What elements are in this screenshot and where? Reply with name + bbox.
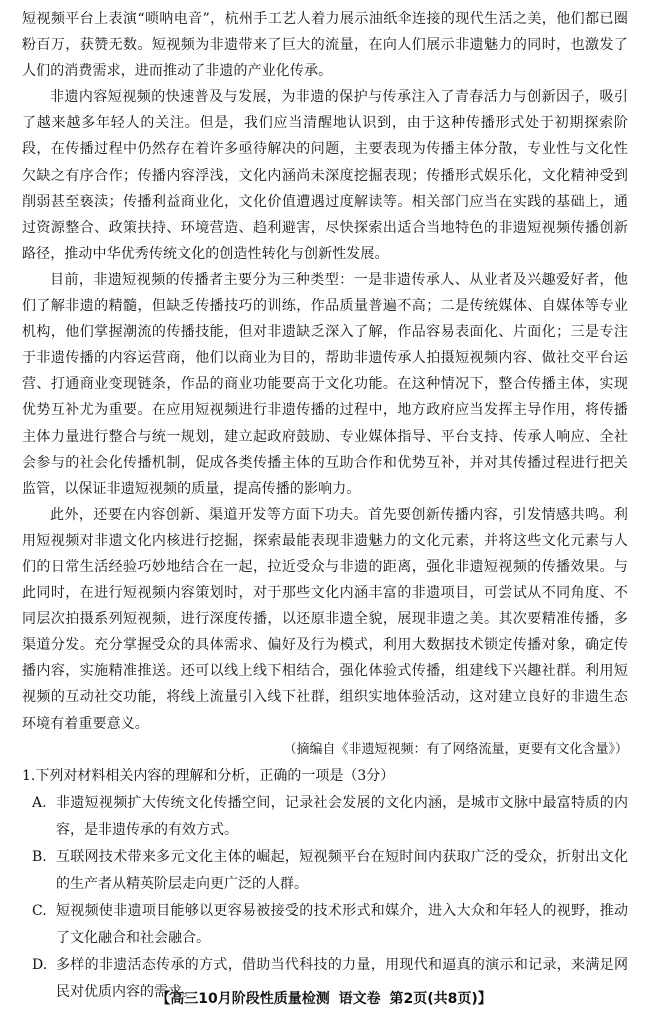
- article-paragraph: 此外，还要在内容创新、渠道开发等方面下功夫。首先要创新传播内容，引发情感共鸣。利用短视频对非遗文化内核进行挖掘，探索最能表现非遗魅力的文化元素，并将这些文化元素与人们的日常生活经验巧妙地结合在一起，拉近受众与非遗的距离，强化非遗短视频的传播效果。与此同时，在进行短视频内容策划时，对于那些文化内涵丰富的非遗项目，可尝试从不同角度、不同层次拍摄系列短视频，进行深度传播，以还原非遗全貌，展现非遗之美。其次要精准传播，多渠道分发。充分掌握受众的具体需求、偏好及行为模式，利用大数据技术锁定传播对象，确定传播内容，实施精准推送。还可以线上线下相结合，强化体验式传播，组建线下兴趣社群。利用短视频的互动社交功能，将线上流量引入线下社群，组织实地体验活动，这对建立良好的非遗生态环境有着重要意义。: [22, 506, 628, 732]
- exam-page: [22, 6, 628, 1006]
- article-paragraph: 短视频平台上表演“唢呐电音”，杭州手工艺人着力展示油纸伞连接的现代生活之美，他们都已圈粉百万，获赞无数。短视频为非遗带来了巨大的流量，在向人们展示非遗魅力的同时，也激发了人们的消费需求，进而推动了非遗的产业化传承。: [22, 11, 628, 80]
- option-key: B.: [32, 848, 47, 865]
- option-b: [22, 844, 628, 898]
- option-key: D.: [32, 956, 48, 973]
- article-paragraph: 非遗内容短视频的快速普及与发展，为非遗的保护与传承注入了青春活力与创新因子，吸引了越来越多年轻人的关注。但是，我们应当清醒地认识到，由于这种传播形式处于初期探索阶段，在传播过程中仍然存在着许多亟待解决的问题，主要表现为传播主体分散，专业性与文化性欠缺之有序合作；传播内容浮浅，文化内涵尚未深度挖掘表现；传播形式娱乐化，文化精神受到削弱甚至亵渎；传播利益商业化，文化价值遭遇过度解读等。相关部门应当在实践的基础上，通过资源整合、政策扶持、环境营造、趋利避害，尽快探索出适合当地特色的非遗短视频传播创新路径，推动中华优秀传统文化的创造性转化与创新性发展。: [22, 89, 628, 262]
- question-stem: 1.下列对材料相关内容的理解和分析，正确的一项是（3分）: [22, 767, 395, 784]
- footer-exam-title: 【高三10月阶段性质量检测: [156, 991, 330, 1007]
- footer-subject: 语文卷: [338, 991, 381, 1007]
- footer-page-number: 第2页(共8页)】: [389, 991, 492, 1007]
- option-text: 非遗短视频扩大传统文化传播空间，记录社会发展的文化内涵，是城市文脉中最富特质的内容，是非遗传承的有效方式。: [56, 794, 628, 838]
- option-a: [22, 790, 628, 844]
- option-text: 多样的非遗活态传承的方式，借助当代科技的力量，用现代和逼真的演示和记录，来满足网民对优质内容的需求。: [56, 956, 628, 1000]
- page-footer: [0, 988, 648, 1008]
- article-paragraph: 目前，非遗短视频的传播者主要分为三种类型：一是非遗传承人、从业者及兴趣爱好者，他们了解非遗的精髓，但缺乏传播技巧的训练，作品质量普遍不高；二是传统媒体、自媒体等专业机构，他们掌握潮流的传播技能，但对非遗缺乏深入了解，作品容易表面化、片面化；三是专注于非遗传播的内容运营商，他们以商业为目的，帮助非遗传承人拍摄短视频内容、做社交平台运营、打通商业变现链条，作品的商业功能要高于文化功能。在这种情况下，整合传播主体，实现优势互补尤为重要。在应用短视频进行非遗传播的过程中，地方政府应当发挥主导作用，将传播主体力量进行整合与统一规划，建立起政府鼓励、专业媒体指导、平台支持、传承人响应、全社会参与的社会化传播机制，促成各类传播主体的互助合作和优势互补，并对其传播过程进行把关监管，以保证非遗短视频的质量，提高传播的影响力。: [22, 271, 628, 497]
- option-c: [22, 898, 628, 952]
- option-key: C.: [32, 902, 47, 919]
- article-source: （摘编自《非遗短视频：有了网络流量，更要有文化含量》）: [283, 741, 628, 757]
- option-key: A.: [32, 794, 47, 811]
- article-body: [22, 6, 628, 737]
- option-text: 互联网技术带来多元文化主体的崛起，短视频平台在短时间内获取广泛的受众，折射出文化的生产者从精英阶层走向更广泛的人群。: [56, 848, 628, 892]
- option-text: 短视频使非遗项目能够以更容易被接受的技术形式和媒介，进入大众和年轻人的视野，推动了文化融合和社会融合。: [56, 902, 628, 946]
- question-1: [22, 763, 628, 1006]
